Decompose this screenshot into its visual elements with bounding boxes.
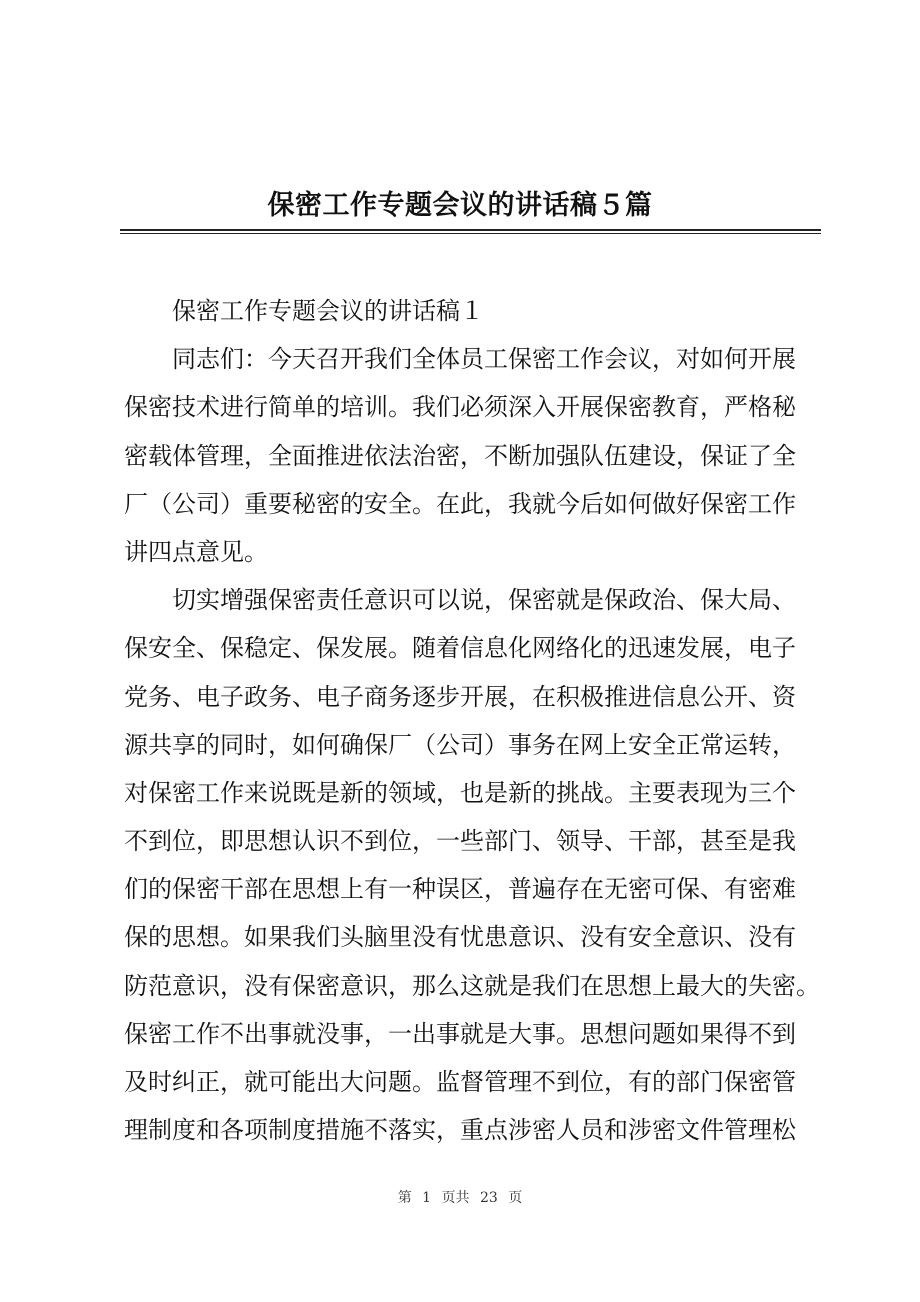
text-line: 保密工作不出事就没事，一出事就是大事。思想问题如果得不到 [124, 1019, 796, 1048]
text-line: 同志们：今天召开我们全体员工保密工作会议，对如何开展 [172, 345, 796, 374]
text-line: 们的保密干部在思想上有一种误区，普遍存在无密可保、有密难 [124, 875, 796, 904]
text-line: 讲四点意见。 [124, 537, 268, 566]
page-number-footer: 第 1 页共 23 页 [397, 1190, 523, 1206]
text-line: 对保密工作来说既是新的领域，也是新的挑战。主要表现为三个 [124, 778, 796, 807]
title-divider-thick [120, 229, 821, 231]
text-line: 保安全、保稳定、保发展。随着信息化网络化的迅速发展，电子 [124, 634, 796, 663]
text-line: 切实增强保密责任意识可以说，保密就是保政治、保大局、 [172, 586, 796, 615]
text-line: 理制度和各项制度措施不落实，重点涉密人员和涉密文件管理松 [124, 1116, 796, 1145]
text-line: 源共享的同时，如何确保厂（公司）事务在网上安全正常运转， [124, 730, 796, 759]
text-line: 不到位，即思想认识不到位，一些部门、领导、干部，甚至是我 [124, 827, 796, 856]
text-line: 密载体管理，全面推进依法治密，不断加强队伍建设，保证了全 [124, 441, 796, 470]
text-line: 保的思想。如果我们头脑里没有忧患意识、没有安全意识、没有 [124, 923, 796, 952]
text-line: 厂（公司）重要秘密的安全。在此，我就今后如何做好保密工作 [124, 489, 796, 518]
document-title: 保密工作专题会议的讲话稿５篇 [267, 190, 653, 221]
text-line: 党务、电子政务、电子商务逐步开展，在积极推进信息公开、资 [124, 682, 796, 711]
text-line: 及时纠正，就可能出大问题。监督管理不到位，有的部门保密管 [124, 1068, 796, 1096]
document-body [124, 291, 824, 1158]
text-line: 防范意识，没有保密意识，那么这就是我们在思想上最大的失密。 [124, 971, 820, 1000]
section-heading: 保密工作专题会议的讲话稿１ [172, 297, 484, 325]
title-divider-thin [120, 233, 821, 234]
text-line: 保密技术进行简单的培训。我们必须深入开展保密教育，严格秘 [124, 393, 796, 422]
